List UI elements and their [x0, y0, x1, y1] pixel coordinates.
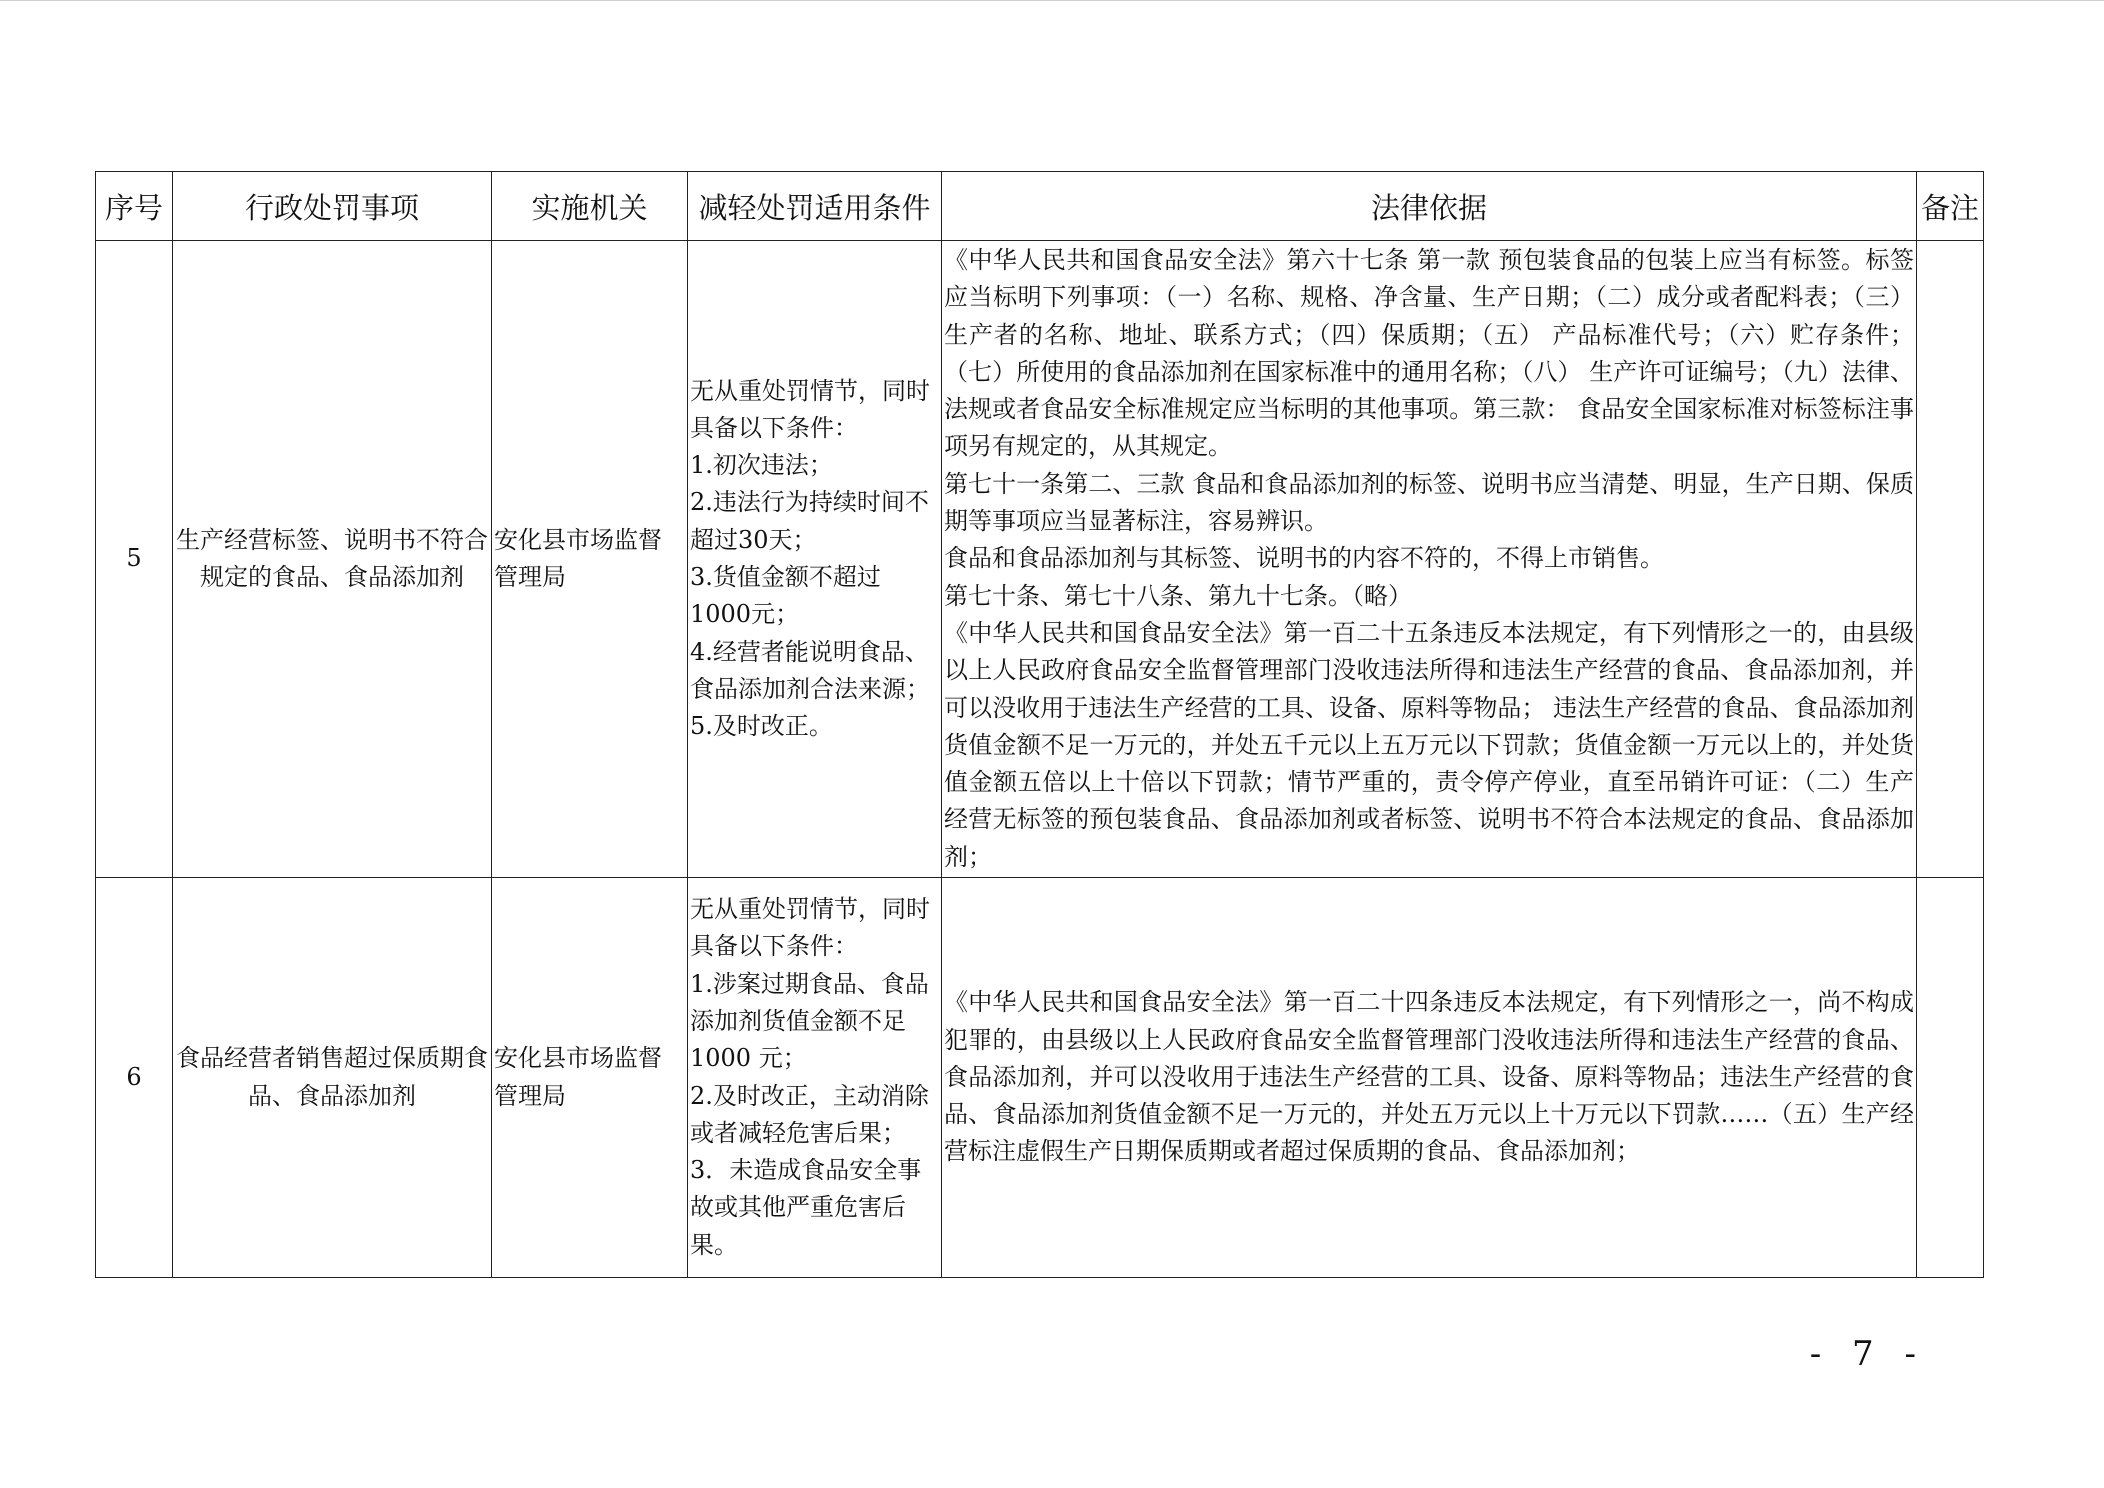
- header-agency: 实施机关: [492, 172, 688, 241]
- row-number: 5: [96, 241, 173, 878]
- condition-line: 无从重处罚情节，同时具备以下条件：: [690, 895, 930, 961]
- mitigation-conditions: [688, 878, 942, 1278]
- condition-line: 2.及时改正，主动消除或者减轻危害后果；: [690, 1081, 929, 1147]
- header-penalty-item: 行政处罚事项: [173, 172, 492, 241]
- page-number: - 7 -: [1809, 1334, 1926, 1374]
- top-border-line: [0, 0, 2104, 1]
- condition-line: 1.涉案过期食品、食品添加剂货值金额不足1000 元；: [690, 969, 929, 1073]
- condition-line: 2.违法行为持续时间不超过30天；: [690, 488, 929, 554]
- condition-line: 4.经营者能说明食品、食品添加剂合法来源；: [690, 637, 930, 703]
- penalty-table: [95, 171, 1984, 1278]
- header-legal-basis: 法律依据: [942, 172, 1917, 241]
- law-paragraph: 《中华人民共和国食品安全法》第六十七条 第一款 预包装食品的包装上应当有标签。标签应当标明下列事项：（一）名称、规格、净含量、生产日期；（二）成分或者配料表；（三）生产者的名称、地址、联系方式；（四）保质期；（五） 产品标准代号；（六）贮存条件；（七）所使用的食品添加剂在国家标准中的通用名称；（八） 生产许可证编号；（九）法律、法规或者食品安全标准规定应当标明的其他事项。第三款： 食品安全国家标准对标签标注事项另有规定的，从其规定。: [944, 245, 1914, 461]
- remarks: [1917, 241, 1984, 878]
- law-paragraph: 《中华人民共和国食品安全法》第一百二十五条违反本法规定，有下列情形之一的，由县级以上人民政府食品安全监督管理部门没收违法所得和违法生产经营的食品、食品添加剂，并可以没收用于违法生产经营的工具、设备、原料等物品； 违法生产经营的食品、食品添加剂货值金额不足一万元的，并处五千元以上五万元以下罚款；货值金额一万元以上的，并处货值金额五倍以上十倍以下罚款；情节严重的，责令停产停业，直至吊销许可证：（二）生产经营无标签的预包装食品、食品添加剂或者标签、说明书不符合本法规定的食品、食品添加剂；: [944, 618, 1914, 871]
- header-mitigation-conditions: 减轻处罚适用条件: [688, 172, 942, 241]
- agency: 安化县市场监督管理局: [492, 241, 688, 878]
- penalty-item: 食品经营者销售超过保质期食品、食品添加剂: [173, 878, 492, 1278]
- law-paragraph: 食品和食品添加剂与其标签、说明书的内容不符的，不得上市销售。: [944, 544, 1664, 573]
- remarks: [1917, 878, 1984, 1278]
- header-row: [96, 172, 1984, 241]
- row-number: 6: [96, 878, 173, 1278]
- condition-line: 无从重处罚情节，同时具备以下条件：: [690, 376, 930, 442]
- table-row: [96, 878, 1984, 1278]
- mitigation-conditions: [688, 241, 942, 878]
- legal-basis: [942, 241, 1917, 878]
- agency: 安化县市场监督管理局: [492, 878, 688, 1278]
- table-row: [96, 241, 1984, 878]
- header-seq: 序号: [96, 172, 173, 241]
- header-remarks: 备注: [1917, 172, 1984, 241]
- condition-line: 1.初次违法；: [690, 451, 833, 480]
- penalty-item: 生产经营标签、说明书不符合规定的食品、食品添加剂: [173, 241, 492, 878]
- law-paragraph: 《中华人民共和国食品安全法》第一百二十四条违反本法规定，有下列情形之一，尚不构成犯罪的，由县级以上人民政府食品安全监督管理部门没收违法所得和违法生产经营的食品、食品添加剂，并可以没收用于违法生产经营的工具、设备、原料等物品；违法生产经营的食品、食品添加剂货值金额不足一万元的，并处五万元以上十万元以下罚款……（五）生产经营标注虚假生产日期保质期或者超过保质期的食品、食品添加剂；: [944, 988, 1914, 1166]
- condition-line: 3．未造成食品安全事故或其他严重危害后果。: [690, 1156, 922, 1259]
- condition-line: 3.货值金额不超过1000元；: [690, 563, 881, 629]
- legal-basis: [942, 878, 1917, 1278]
- condition-line: 5.及时改正。: [690, 712, 833, 741]
- law-paragraph: 第七十一条第二、三款 食品和食品添加剂的标签、说明书应当清楚、明显，生产日期、保质期等事项应当显著标注，容易辨识。: [944, 469, 1914, 536]
- law-paragraph: 第七十条、第七十八条、第九十七条。（略）: [944, 581, 1412, 610]
